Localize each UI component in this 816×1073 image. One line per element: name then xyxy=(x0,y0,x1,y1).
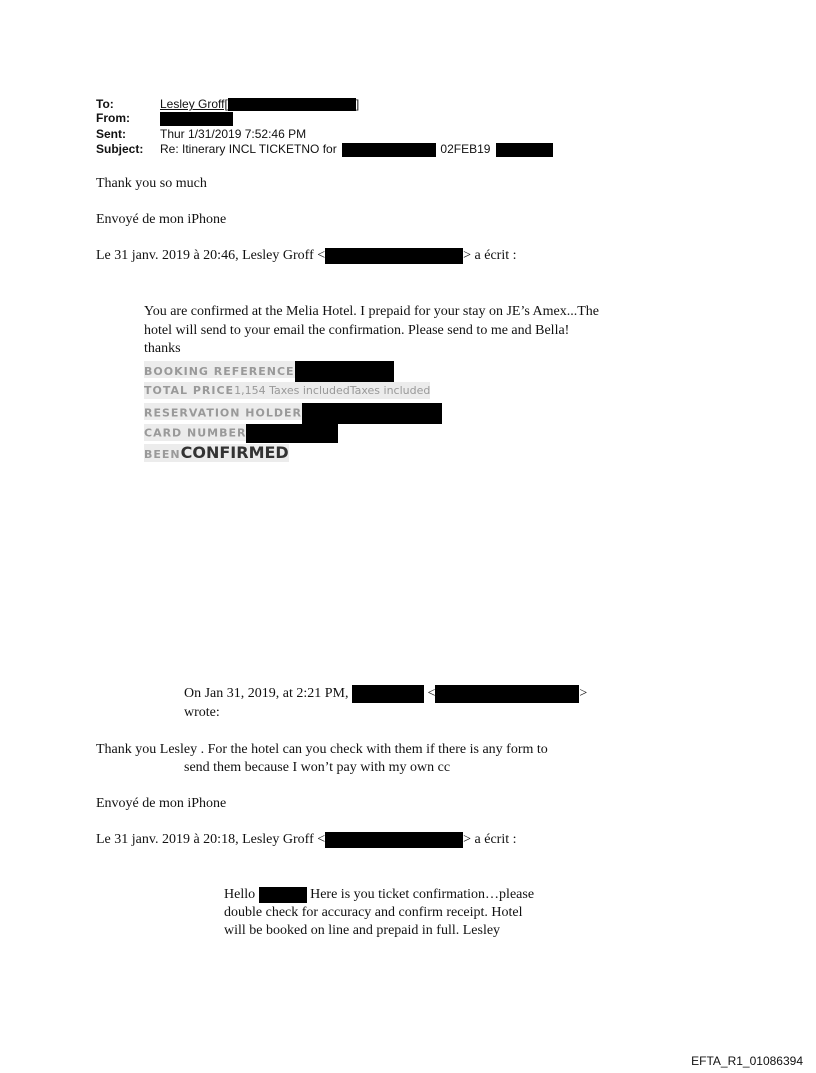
quote1-prefix: Le 31 janv. 2019 à 20:46, Lesley Groff < xyxy=(96,248,326,263)
reply-header-line1 xyxy=(184,685,587,703)
total-price-value: 1,154 Taxes includedTaxes included xyxy=(234,384,431,397)
to-value: Lesley Groff[ xyxy=(160,97,228,111)
card-number-label: CARD NUMBER xyxy=(144,426,247,440)
ticket-line-3: will be booked on line and prepaid in full. Lesley xyxy=(224,923,501,938)
quote-header-1 xyxy=(96,247,517,264)
reply-gt: > xyxy=(579,686,588,702)
redaction-block xyxy=(435,685,579,703)
thanks-line: Thank you so much xyxy=(96,176,207,191)
sent-label: Sent: xyxy=(96,127,126,141)
redaction-block xyxy=(496,143,553,157)
card-number-row xyxy=(144,424,338,441)
sent-from-iphone-2: Envoyé de mon iPhone xyxy=(96,796,227,811)
quote2-suffix: > a écrit : xyxy=(463,832,517,847)
redaction-block xyxy=(302,403,442,424)
ticket-text-1: Here is you ticket confirmation…please xyxy=(310,887,535,902)
redaction-block xyxy=(342,143,436,157)
reservation-holder-row xyxy=(144,403,442,420)
booking-reference-label: BOOKING REFERENCE xyxy=(144,365,295,378)
redaction-block xyxy=(325,832,463,848)
reply-lt: < xyxy=(427,686,436,702)
sent-from-iphone: Envoyé de mon iPhone xyxy=(96,212,227,227)
quote2-prefix: Le 31 janv. 2019 à 20:18, Lesley Groff < xyxy=(96,832,326,847)
from-label: From: xyxy=(96,111,130,125)
redaction-block xyxy=(246,424,338,443)
confirmed-row xyxy=(144,444,289,462)
reply-prefix: On Jan 31, 2019, at 2:21 PM, xyxy=(184,686,349,702)
hotel-line-3: thanks xyxy=(144,341,181,356)
confirmed-status: CONFIRMED xyxy=(180,443,289,462)
redaction-block xyxy=(160,112,233,126)
subject-date: 02FEB19 xyxy=(440,142,491,156)
redaction-block xyxy=(295,361,394,383)
to-suffix: ] xyxy=(355,97,360,111)
to-value-wrap xyxy=(160,97,359,111)
document-id: EFTA_R1_01086394 xyxy=(691,1054,803,1068)
redaction-block xyxy=(259,887,307,903)
reservation-holder-label: RESERVATION HOLDER xyxy=(144,406,302,420)
subject-prefix: Re: Itinerary INCL TICKETNO for xyxy=(160,142,337,156)
total-price-label: TOTAL PRICE xyxy=(144,384,235,397)
quote-header-2 xyxy=(96,831,517,848)
lesley-line-2: send them because I won’t pay with my own cc xyxy=(184,760,451,775)
ticket-line-1 xyxy=(224,886,534,903)
lesley-line-1: Thank you Lesley . For the hotel can you check with them if there is any form to xyxy=(96,742,548,757)
reply-header-line2: wrote: xyxy=(184,705,220,720)
hotel-line-1: You are confirmed at the Melia Hotel. I prepaid for your stay on JE’s Amex...The xyxy=(144,304,600,319)
redaction-block xyxy=(228,98,356,111)
hello-text: Hello xyxy=(224,887,256,902)
booking-reference-row xyxy=(144,361,394,378)
redaction-block xyxy=(352,685,424,703)
ticket-line-2: double check for accuracy and confirm receipt. Hotel xyxy=(224,905,523,920)
sent-value: Thur 1/31/2019 7:52:46 PM xyxy=(160,127,307,141)
been-label: BEEN xyxy=(144,448,181,461)
redaction-block xyxy=(325,248,463,264)
subject-label: Subject: xyxy=(96,142,144,156)
to-label: To: xyxy=(96,97,114,111)
hotel-line-2: hotel will send to your email the confirmation. Please send to me and Bella! xyxy=(144,323,570,338)
total-price-row xyxy=(144,382,430,399)
quote1-suffix: > a écrit : xyxy=(463,248,517,263)
subject-value-wrap xyxy=(160,142,553,157)
from-value-wrap xyxy=(160,111,233,126)
